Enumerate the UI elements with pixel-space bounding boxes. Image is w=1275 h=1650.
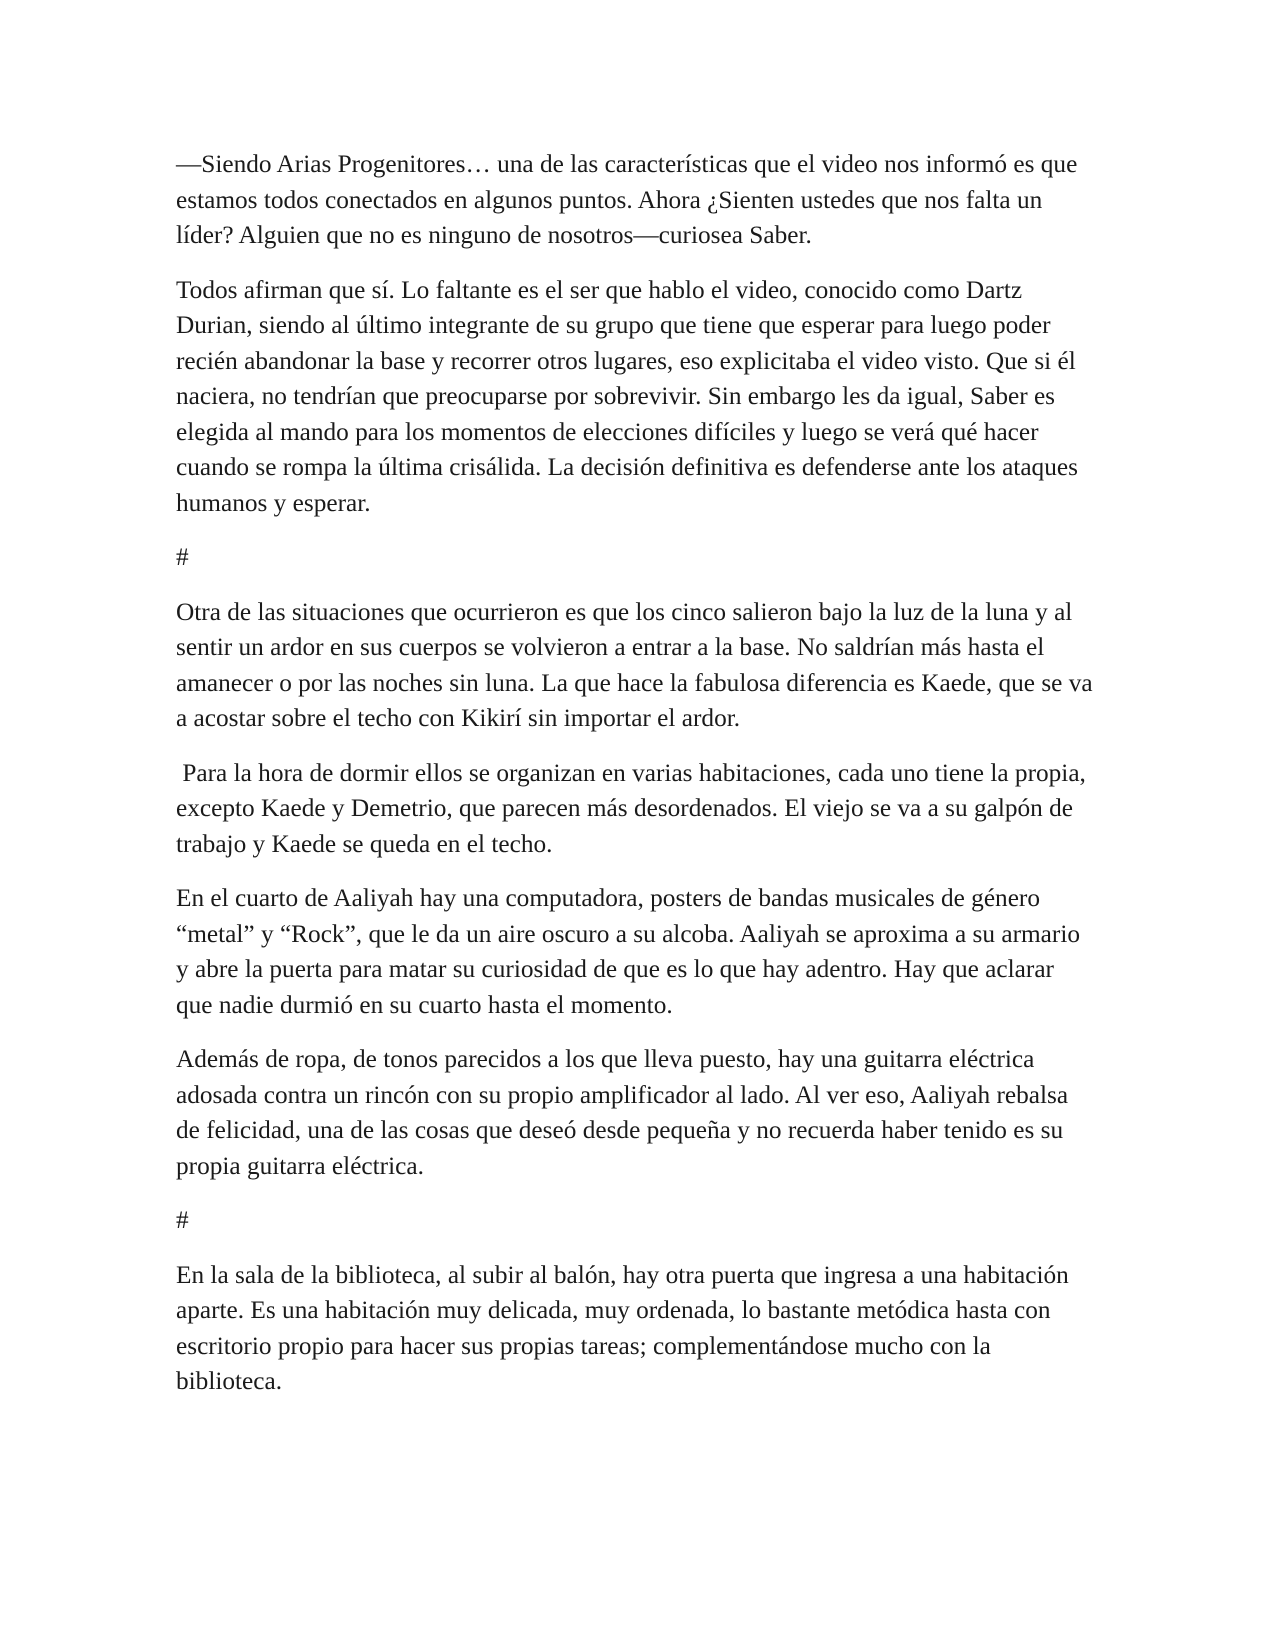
section-separator: # [176, 543, 189, 571]
paragraph-dialogue-saber: —Siendo Arias Progenitores… una de las características que el video nos informó es que estamos todos conectados en algunos puntos. Ahora ¿Sienten ustedes que nos falta un líder? Alguien que no es ninguno de nosotros—curiosea Saber. [176, 150, 1078, 249]
paragraph-guitar: Además de ropa, de tonos parecidos a los que lleva puesto, hay una guitarra eléctrica adosada contra un rincón con su propio amplificador al lado. Al ver eso, Aaliyah rebalsa de felicidad, una de las cosas que deseó desde pequeña y no recuerda haber tenido es su propia guitarra eléctrica. [176, 1045, 1069, 1180]
paragraph-moonlight: Otra de las situaciones que ocurrieron es que los cinco salieron bajo la luz de la luna y al sentir un ardor en sus cuerpos se volvieron a entrar a la base. No saldrían más hasta el amanecer o por las noches sin luna. La que hace la fabulosa diferencia es Kaede, que se va a acostar sobre el techo con Kikirí sin importar el ardor. [176, 597, 1093, 732]
document-body [176, 147, 1096, 1419]
section-separator: # [176, 1206, 189, 1234]
paragraph-sleeping: Para la hora de dormir ellos se organizan en varias habitaciones, cada uno tiene la propia, excepto Kaede y Demetrio, que parecen más desordenados. El viejo se va a su galpón de trabajo y Kaede se queda en el techo. [176, 758, 1093, 858]
paragraph-library-room: En la sala de la biblioteca, al subir al balón, hay otra puerta que ingresa a una habitación aparte. Es una habitación muy delicada, muy ordenada, lo bastante metódica hasta con escritorio propio para hacer sus propias tareas; complementándose mucho con la biblioteca. [176, 1260, 1069, 1395]
paragraph-leader-decision: Todos afirman que sí. Lo faltante es el ser que hablo el video, conocido como Dartz Durian, siendo al último integrante de su grupo que tiene que esperar para luego poder recién abandonar la base y recorrer otros lugares, eso explicitaba el video visto. Que si él naciera, no tendrían que preocuparse por sobrevivir. Sin embargo les da igual, Saber es elegida al mando para los momentos de elecciones difíciles y luego se verá qué hacer cuando se rompa la última crisálida. La decisión definitiva es defenderse ante los ataques humanos y esperar. [176, 275, 1078, 517]
paragraph-aaliyah-room: En el cuarto de Aaliyah hay una computadora, posters de bandas musicales de género “metal” y “Rock”, que le da un aire oscuro a su alcoba. Aaliyah se aproxima a su armario y abre la puerta para matar su curiosidad de que es lo que hay adentro. Hay que aclarar que nadie durmió en su cuarto hasta el momento. [176, 884, 1081, 1019]
